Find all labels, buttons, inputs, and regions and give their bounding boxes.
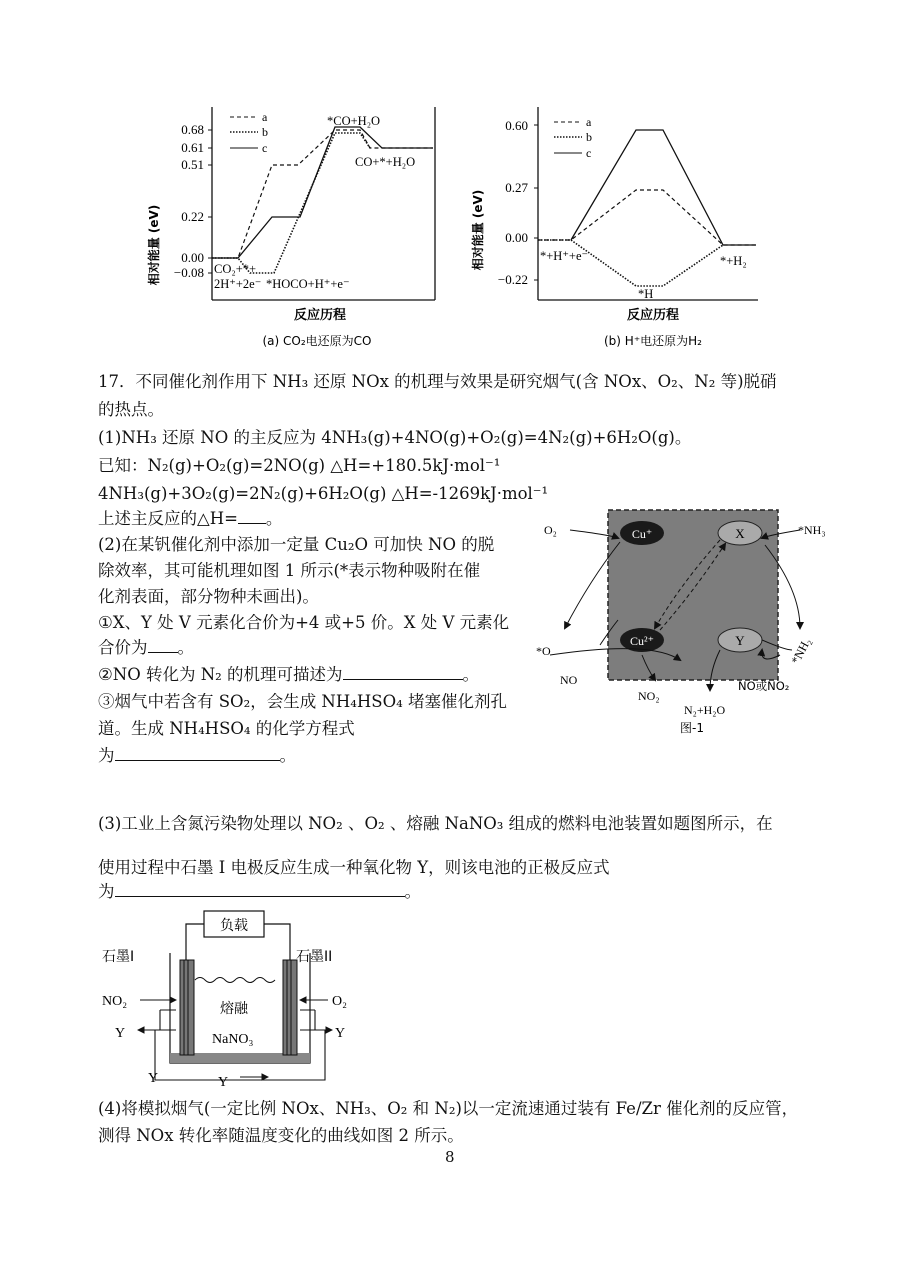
no-label: NO [560,673,578,687]
q17-line-18 [98,880,421,904]
no-or-no2-label: NO或NO₂ [738,679,790,693]
q17-line-20: 测得 NOx 转化率随温度变化的曲线如图 2 所示。 [98,1126,464,1145]
q17-line-17: 使用过程中石墨 I 电极反应生成一种氧化物 Y，则该电池的正极反应式 [98,858,610,877]
answer-blank-dh[interactable] [238,507,266,524]
no2-inlet-label: NO₂ [102,994,128,1009]
answer-blank-cathode[interactable] [115,880,405,897]
q17-line-16: (3)工业上含氮污染物处理以 NO₂ 、O₂ 、熔融 NaNO₃ 组成的燃料电池装置如题图所示，在 [98,814,773,833]
period: 。 [265,509,283,528]
energy-diagram-b [468,95,768,355]
o2-inlet-label: O₂ [332,994,347,1009]
ytick-a: 0.22 [181,209,204,224]
label-start-b: *+H⁺+e⁻ [540,249,589,263]
label-start-a-2: 2H⁺+2e⁻ [214,277,262,291]
q17-line-14: 道。生成 NH₄HSO₄ 的化学方程式 [98,719,355,738]
ytick-b: 0.27 [505,180,528,195]
answer-blank-valence[interactable] [148,636,178,653]
series-b-c [571,130,756,245]
ylabel-a: 相对能量 (eV) [147,204,161,286]
load-label: 负载 [220,918,248,934]
q17-line-8: 除效率，其可能机理如图 1 所示(*表示物种吸附在催 [98,561,481,580]
graphite-2-label: 石墨II [296,949,333,965]
q17-line-12 [98,663,479,687]
melt-label: 熔融 [220,1001,248,1017]
o-star-label: *O [536,644,551,658]
answer-blank-equation[interactable] [115,744,280,761]
y-left-label: Y [115,1026,126,1041]
q17-line-15 [98,744,296,768]
series-a-c [212,127,433,258]
series-b-b [538,240,723,286]
legend-b-b: b [586,130,592,144]
ytick-b: 0.00 [505,230,528,245]
label-mid-a: *HOCO+H⁺+e⁻ [266,277,350,291]
no2-label: NO₂ [638,689,660,703]
label-mid-b: *H [638,287,654,301]
ytick-a: 0.68 [181,122,204,137]
mechanism-figure-1 [530,500,850,740]
q17-line-6-text: 上述主反应的△H= [98,509,238,528]
ytick-a: 0.00 [181,250,204,265]
graphite-electrode-1 [180,960,194,1055]
xlabel-a: 反应历程 [293,308,347,323]
cu-plus-label: Cu⁺ [631,527,653,541]
figure-1-caption: 图-1 [680,721,704,735]
q17-line-12-text: ②NO 转化为 N₂ 的机理可描述为 [98,665,343,684]
series-a-b [212,133,370,273]
x-label: X [735,526,745,541]
legend-b-c: c [586,146,592,160]
legend-a-a: a [262,110,268,124]
q17-line-2: 的热点。 [98,400,164,419]
q17-line-18-text: 为 [98,882,115,901]
answer-blank-mechanism[interactable] [343,663,463,680]
o2-label: O₂ [544,523,557,537]
period: 。 [177,638,194,657]
energy-diagram-a [147,95,450,355]
ytick-b: 0.60 [505,118,528,133]
ytick-a: 0.51 [181,157,204,172]
nh3-label: *NH₃ [798,523,826,537]
q17-line-13: ③烟气中若含有 SO₂，会生成 NH₄HSO₄ 堵塞催化剂孔 [98,692,507,711]
nh2-label: *NH₂ [788,635,814,667]
caption-b: (b) H⁺电还原为H₂ [604,334,702,348]
graphite-1-label: 石墨I [102,949,135,965]
nano3-label: NaNO₃ [212,1032,254,1047]
ytick-a: 0.61 [181,140,204,155]
q17-line-4: 已知：N₂(g)+O₂(g)=2NO(g) △H=+180.5kJ·mol⁻¹ [98,456,501,475]
n2h2o-label: N₂+H₂O [684,703,726,717]
series-b-a [538,190,756,245]
q17-line-15-text: 为 [98,746,115,765]
xlabel-b: 反应历程 [626,308,680,323]
q17-line-1: 17．不同催化剂作用下 NH₃ 还原 NOx 的机理与效果是研究烟气(含 NOx、O₂、N₂ 等)脱硝 [98,372,777,391]
q17-line-9: 化剂表面，部分物种未画出)。 [98,587,319,606]
page-number: 8 [445,1148,455,1166]
q17-line-6 [98,507,282,531]
legend-a-b: b [262,125,268,139]
fuel-cell-figure [100,905,360,1093]
caption-a: (a) CO₂电还原为CO [262,334,372,348]
y-bottom-left-label: Y [148,1071,159,1086]
q17-line-5: 4NH₃(g)+3O₂(g)=2N₂(g)+6H₂O(g) △H=-1269kJ·mol⁻¹ [98,484,549,503]
ytick-b: −0.22 [497,272,528,287]
q17-line-11 [98,636,194,660]
legend-b-a: a [586,115,592,129]
y-bottom-label: Y [218,1075,229,1090]
ylabel-b: 相对能量 (eV) [471,189,485,271]
period: 。 [404,882,421,901]
cu-2plus-label: Cu²⁺ [630,634,654,648]
period: 。 [279,746,296,765]
graphite-electrode-2 [283,960,297,1055]
series-a-a [212,130,433,258]
q17-line-11-text: 合价为 [98,638,148,657]
label-peak-a: *CO+H₂O [327,114,381,128]
q17-line-19: (4)将模拟烟气(一定比例 NOx、NH₃、O₂ 和 N₂)以一定流速通过装有 Fe/Zr 催化剂的反应管， [98,1099,799,1118]
y-label: Y [735,633,745,648]
legend-a-c: c [262,141,268,155]
label-end-b: *+H₂ [720,254,747,268]
ytick-a: −0.08 [173,265,204,280]
label-end-a: CO+*+H₂O [355,155,416,169]
q17-line-10: ①X、Y 处 V 元素化合价为+4 或+5 价。X 处 V 元素化 [98,613,510,632]
q17-line-7: (2)在某钒催化剂中添加一定量 Cu₂O 可加快 NO 的脱 [98,535,495,554]
period: 。 [462,665,480,684]
label-start-a-1: CO₂+*+ [214,262,257,276]
q17-line-3: (1)NH₃ 还原 NO 的主反应为 4NH₃(g)+4NO(g)+O₂(g)=4N₂(g)+6H₂O(g)。 [98,428,692,447]
y-right-label: Y [335,1026,346,1041]
